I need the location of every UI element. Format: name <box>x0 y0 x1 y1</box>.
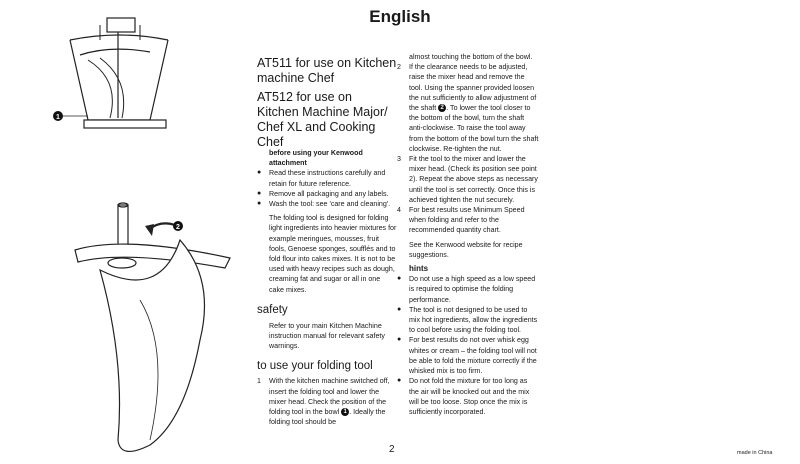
left-column <box>257 56 397 150</box>
before-list <box>257 168 397 209</box>
title-at512: AT512 for use on Kitchen Machine Major/ Chef XL and Cooking Chef <box>257 90 388 149</box>
page-number: 2 <box>389 444 395 455</box>
step-4: 4 For best results use Minimum Speed when folding and refer to the recommended quantity chart. <box>397 206 525 235</box>
step-3: 3 Fit the tool to the mixer and lower the mixer head. (Check its position see point 2). Repeat the above steps as necessary until the tool is set correctly. Once this is achieved tighten the nut securely. <box>397 155 538 204</box>
before-item: ● Read these instructions carefully and retain for future reference. <box>257 168 397 188</box>
title-at511: AT511 for use on Kitchen machine Chef <box>257 56 397 85</box>
hint-item: ● Do not fold the mixture for too long as the air will be knocked out and the mix will be too loose. Stop once the mix is sufficiently incorporated. <box>397 376 539 417</box>
figure-1-label: 1 <box>56 114 60 121</box>
safety-heading: safety <box>257 303 288 316</box>
language-heading: English <box>369 7 431 26</box>
hint-item: ● For best results do not over whisk egg whites or cream – the folding tool will not be able to fold the mixture correctly if the whisked mix is too firm. <box>397 335 539 376</box>
step-1-continued: almost touching the bottom of the bowl. <box>409 53 533 61</box>
left-column-body <box>257 148 397 427</box>
tool-illustrations <box>0 0 250 464</box>
step-2: 2 If the clearance needs to be adjusted, raise the mixer head and remove the tool. Using the spanner provided loosen the nut sufficiently to allow adjustment of the shaft 2 . To lower the tool closer to the bottom of the bowl, turn the shaft anti-clockwise. To raise the tool away from the bottom of the bowl turn the shaft clockwise. Re-tighten the nut. <box>397 63 539 153</box>
use-steps <box>257 376 397 427</box>
ref-badge-2: 2 <box>438 104 446 112</box>
website-note: See the Kenwood website for recipe suggestions. <box>409 240 523 259</box>
use-heading: to use your folding tool <box>257 360 373 373</box>
ref-badge-1: 1 <box>341 408 349 416</box>
made-in-label: made in China <box>737 450 773 456</box>
hint-item: ● The tool is not designed to be used to mix hot ingredients, allow the ingredients to cool before using the folding tool. <box>397 305 539 336</box>
safety-text: Refer to your main Kitchen Machine instruction manual for relevant safety warnings. <box>269 321 385 351</box>
hints-list <box>397 274 539 417</box>
before-item: ● Remove all packaging and any labels. <box>257 189 397 199</box>
figure-1-bowl <box>62 18 168 128</box>
description: The folding tool is designed for folding light ingredients into heavier mixtures for example meringues, mousses, fruit fools, Genoese sponges, soufflés and to fold flour into cakes mixes. It is not to be used with heavy recipes such as dough, creaming fat and sugar or all in one cake mixes. <box>269 214 397 294</box>
step-1: 1 With the kitchen machine switched off, insert the folding tool and lower the mixer head. Check the position of the folding tool in the bowl 1 . Ideally the folding tool should be <box>257 377 390 427</box>
hints-heading: hints <box>409 264 429 274</box>
before-item: ● Wash the tool: see 'care and cleaning'. <box>257 199 397 209</box>
hint-item: ● Do not use a high speed as a low speed is required to optimise the folding performance. <box>397 274 539 305</box>
figure-2-label: 2 <box>176 224 180 231</box>
right-column <box>397 52 539 417</box>
figure-2-tool <box>75 203 230 451</box>
use-steps-continued <box>397 62 539 235</box>
before-heading: before using your Kenwood attachment <box>269 149 363 168</box>
